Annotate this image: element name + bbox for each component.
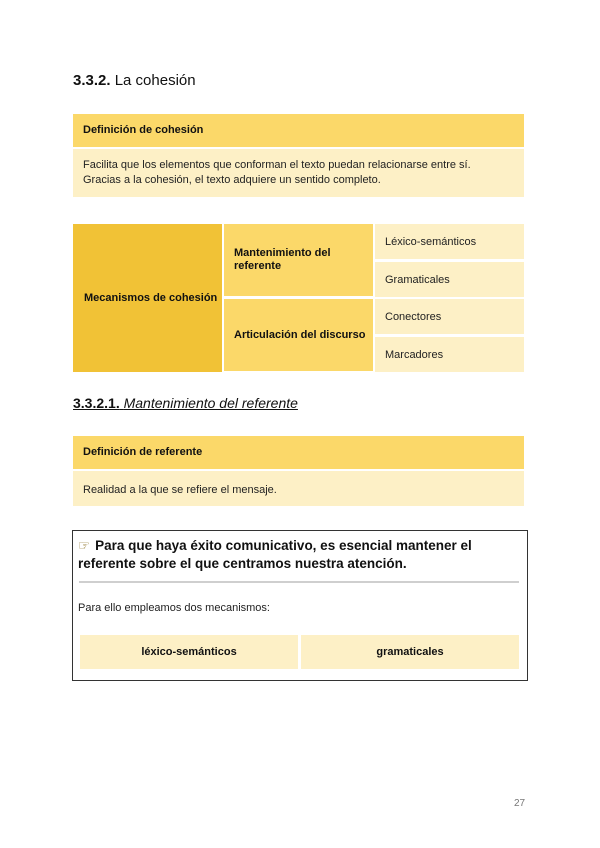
option-lexico-semanticos: léxico-semánticos <box>80 635 298 669</box>
mechanisms-main-cell: Mecanismos de cohesión <box>73 224 222 372</box>
definition-referent-title: Definición de referente <box>73 436 524 469</box>
mechanism-group-referente: Mantenimiento del referente <box>224 224 373 296</box>
definition-cohesion-box <box>73 114 524 197</box>
subsection-heading <box>73 395 298 411</box>
mechanism-item-lexico: Léxico-semánticos <box>375 224 524 259</box>
section-number: 3.3.2. <box>73 72 111 89</box>
section-title: La cohesión <box>114 72 196 89</box>
definition-referent-body: Realidad a la que se refiere el mensaje. <box>73 471 524 506</box>
definition-cohesion-body <box>73 149 524 197</box>
definition-cohesion-title: Definición de cohesión <box>73 114 524 147</box>
definition-cohesion-line-1: Facilita que los elementos que conforman el texto puedan relacionarse entre sí. <box>83 159 471 171</box>
note-title-wrapper <box>78 537 518 573</box>
page-number: 27 <box>514 798 526 809</box>
section-heading <box>73 72 196 89</box>
mechanism-item-gramaticales: Gramaticales <box>375 262 524 297</box>
subsection-title: Mantenimiento del referente <box>123 395 298 411</box>
divider <box>79 581 519 583</box>
subsection-number: 3.3.2.1. <box>73 395 120 411</box>
pointing-hand-icon: ☞ <box>78 538 91 553</box>
mechanism-group-articulacion: Articulación del discurso <box>224 299 373 371</box>
note-box <box>72 530 528 681</box>
option-gramaticales: gramaticales <box>301 635 519 669</box>
definition-referent-box <box>73 436 524 506</box>
note-text: Para ello empleamos dos mecanismos: <box>78 602 270 614</box>
definition-cohesion-line-2: Gracias a la cohesión, el texto adquiere un sentido completo. <box>83 174 381 186</box>
note-title: Para que haya éxito comunicativo, es esencial mantener el referente sobre el que centramos nuestra atención. <box>78 538 472 571</box>
mechanism-item-conectores: Conectores <box>375 299 524 334</box>
mechanism-item-marcadores: Marcadores <box>375 337 524 372</box>
